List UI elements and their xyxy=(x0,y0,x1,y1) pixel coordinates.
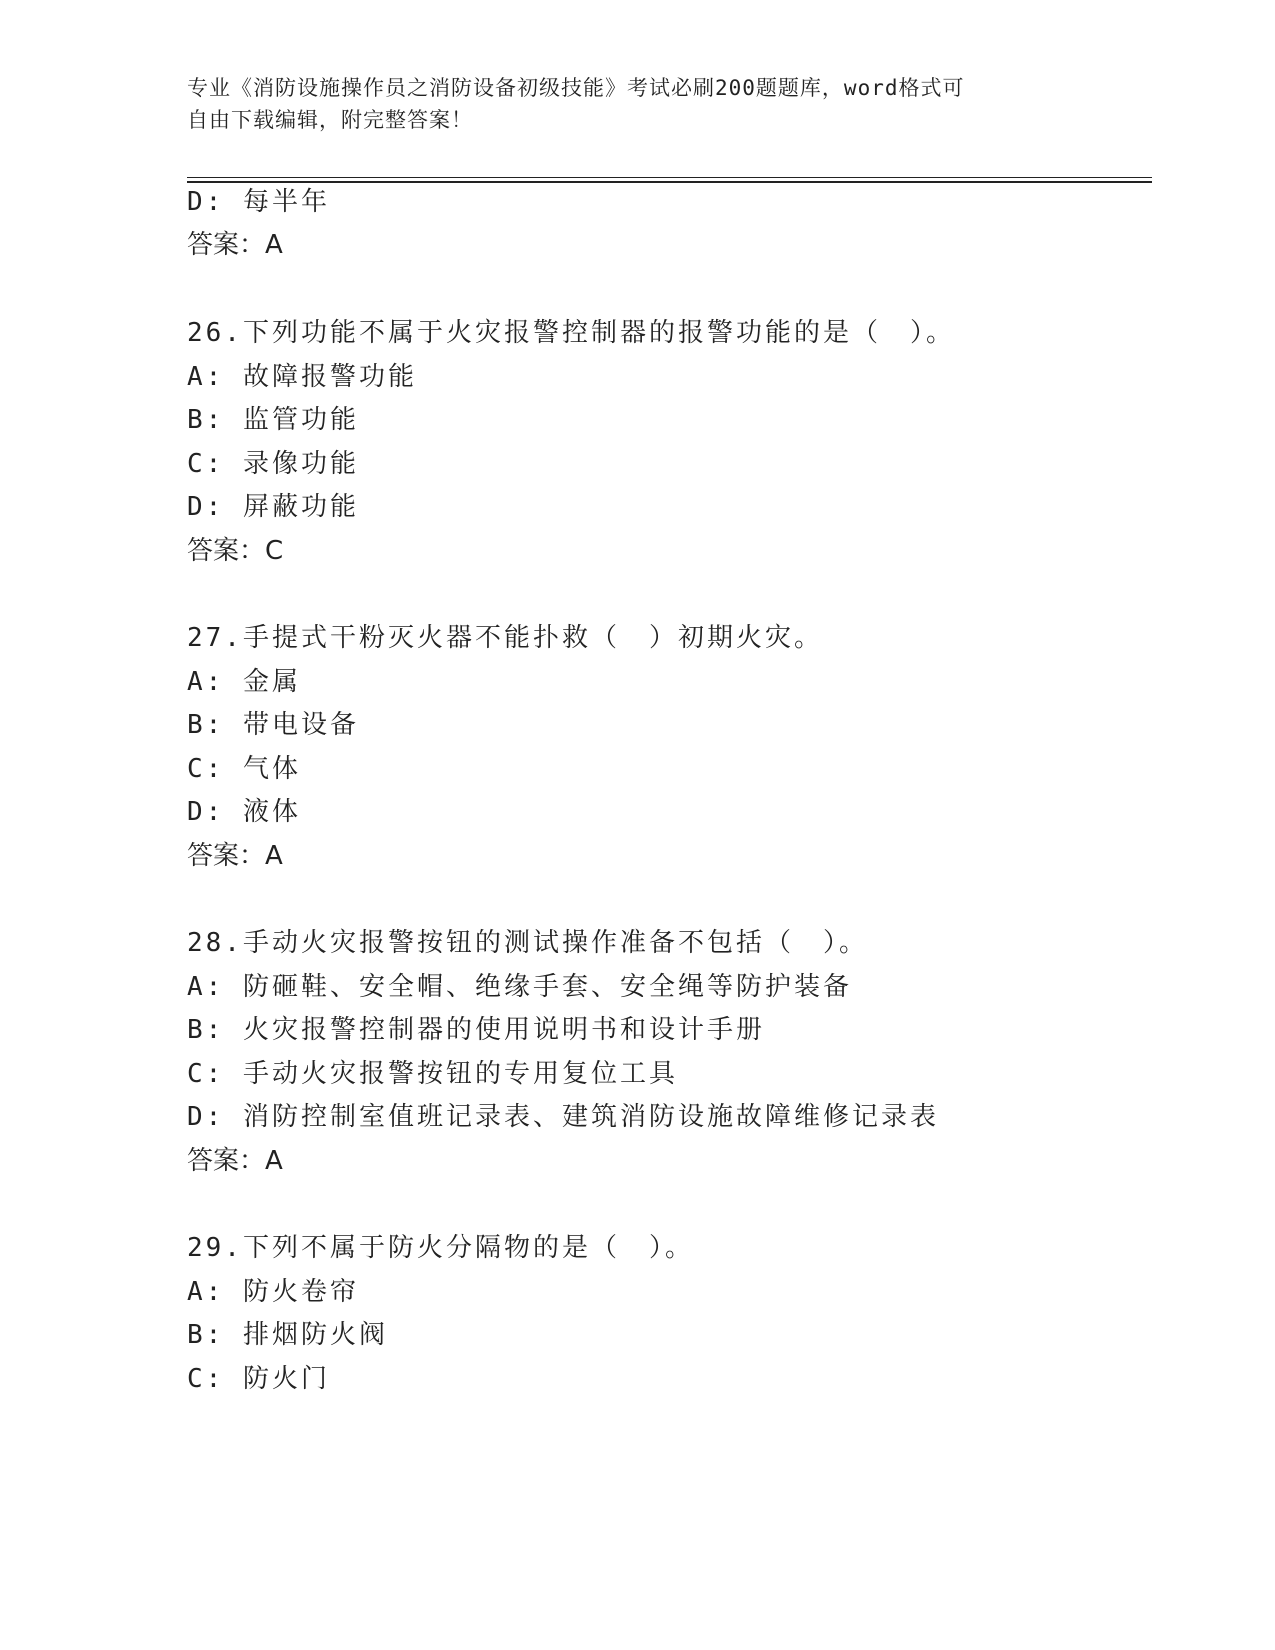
question-29-stem: 29.下列不属于防火分隔物的是（ ）。 xyxy=(187,1233,694,1263)
question-28-option-c: C: 手动火灾报警按钮的专用复位工具 xyxy=(187,1059,678,1089)
header-title-line-1: 专业《消防设施操作员之消防设备初级技能》考试必刷200题题库，word格式可 xyxy=(187,76,965,100)
question-26-option-c: C: 录像功能 xyxy=(187,449,359,479)
question-29-option-b: B: 排烟防火阀 xyxy=(187,1320,388,1350)
question-27-option-c: C: 气体 xyxy=(187,754,301,784)
prev-answer: 答案：A xyxy=(187,230,283,260)
question-26-option-b: B: 监管功能 xyxy=(187,405,359,435)
question-28-option-b: B: 火灾报警控制器的使用说明书和设计手册 xyxy=(187,1015,765,1045)
document-header xyxy=(187,72,1087,136)
header-divider-thick xyxy=(187,181,1152,183)
question-29-option-a: A: 防火卷帘 xyxy=(187,1277,359,1307)
question-26-option-d: D: 屏蔽功能 xyxy=(187,492,359,522)
question-27-option-d: D: 液体 xyxy=(187,797,301,827)
prev-option-d: D: 每半年 xyxy=(187,187,330,217)
question-29-option-c: C: 防火门 xyxy=(187,1364,330,1394)
question-28-answer: 答案：A xyxy=(187,1146,283,1176)
header-title-line-2: 自由下载编辑，附完整答案！ xyxy=(187,108,473,132)
question-27-option-a: A: 金属 xyxy=(187,667,301,697)
question-27-option-b: B: 带电设备 xyxy=(187,710,359,740)
question-28-option-a: A: 防砸鞋、安全帽、绝缘手套、安全绳等防护装备 xyxy=(187,972,852,1002)
header-divider-thin xyxy=(187,177,1152,178)
question-28-option-d: D: 消防控制室值班记录表、建筑消防设施故障维修记录表 xyxy=(187,1102,939,1132)
question-26-answer: 答案：C xyxy=(187,536,284,566)
question-27-answer: 答案：A xyxy=(187,841,283,871)
question-27-stem: 27.手提式干粉灭火器不能扑救（ ）初期火灾。 xyxy=(187,623,823,653)
question-28-stem: 28.手动火灾报警按钮的测试操作准备不包括（ ）。 xyxy=(187,928,868,958)
question-26-stem: 26.下列功能不属于火灾报警控制器的报警功能的是（ ）。 xyxy=(187,318,955,348)
question-26-option-a: A: 故障报警功能 xyxy=(187,362,417,392)
